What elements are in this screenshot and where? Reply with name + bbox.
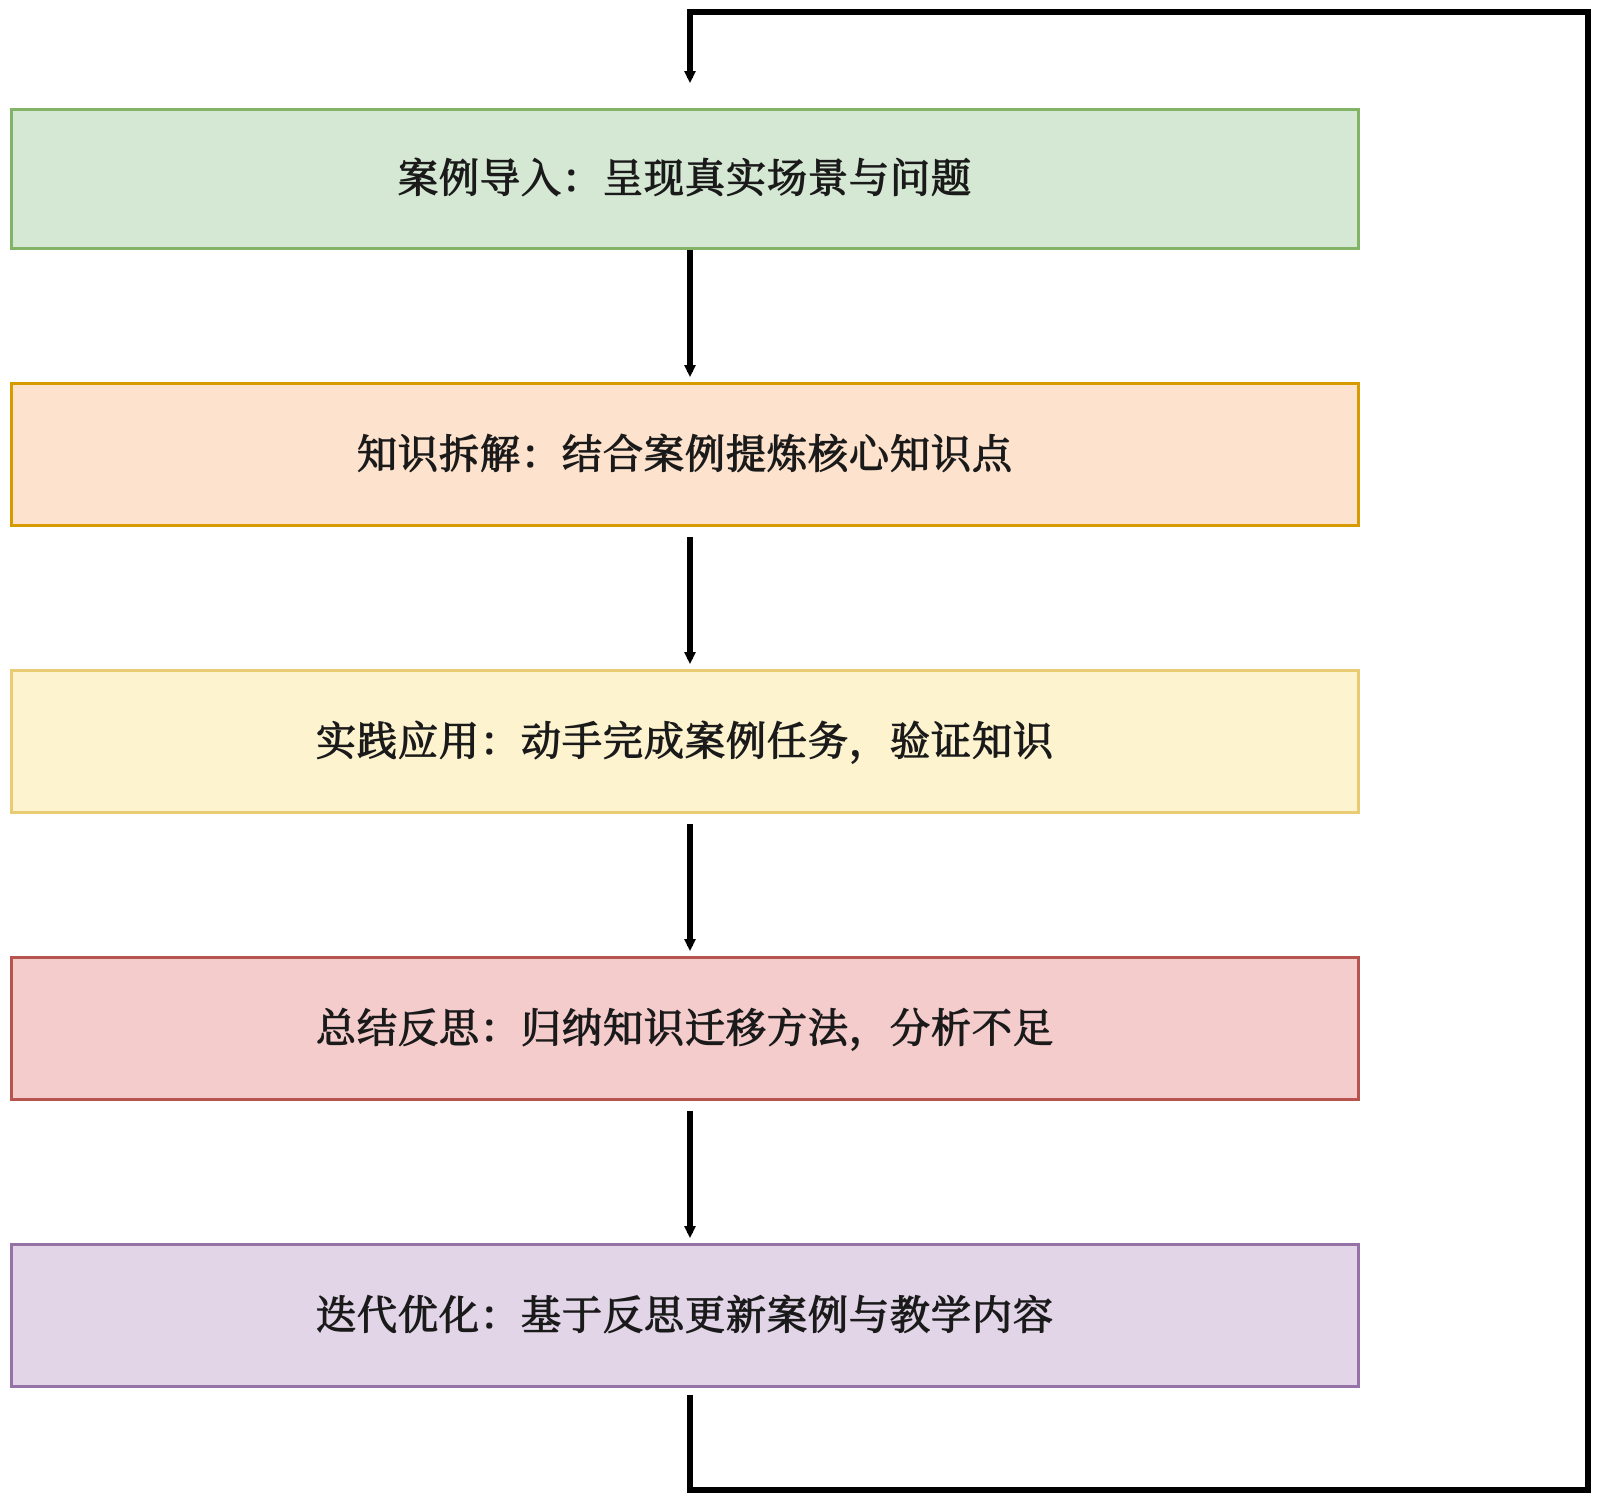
node-practice-application[interactable] [10,669,1360,814]
node-summary-reflection[interactable] [10,956,1360,1101]
node-practice-application-label: 实践应用：动手完成案例任务，验证知识 [316,719,1054,764]
node-knowledge-breakdown[interactable] [10,382,1360,527]
node-case-intro[interactable] [10,108,1360,250]
node-knowledge-breakdown-label: 知识拆解：结合案例提炼核心知识点 [357,432,1013,477]
node-case-intro-label: 案例导入：呈现真实场景与问题 [398,157,972,201]
node-iterative-optimization[interactable] [10,1243,1360,1388]
node-iterative-optimization-label: 迭代优化：基于反思更新案例与教学内容 [316,1293,1054,1338]
node-summary-reflection-label: 总结反思：归纳知识迁移方法，分析不足 [316,1006,1054,1051]
